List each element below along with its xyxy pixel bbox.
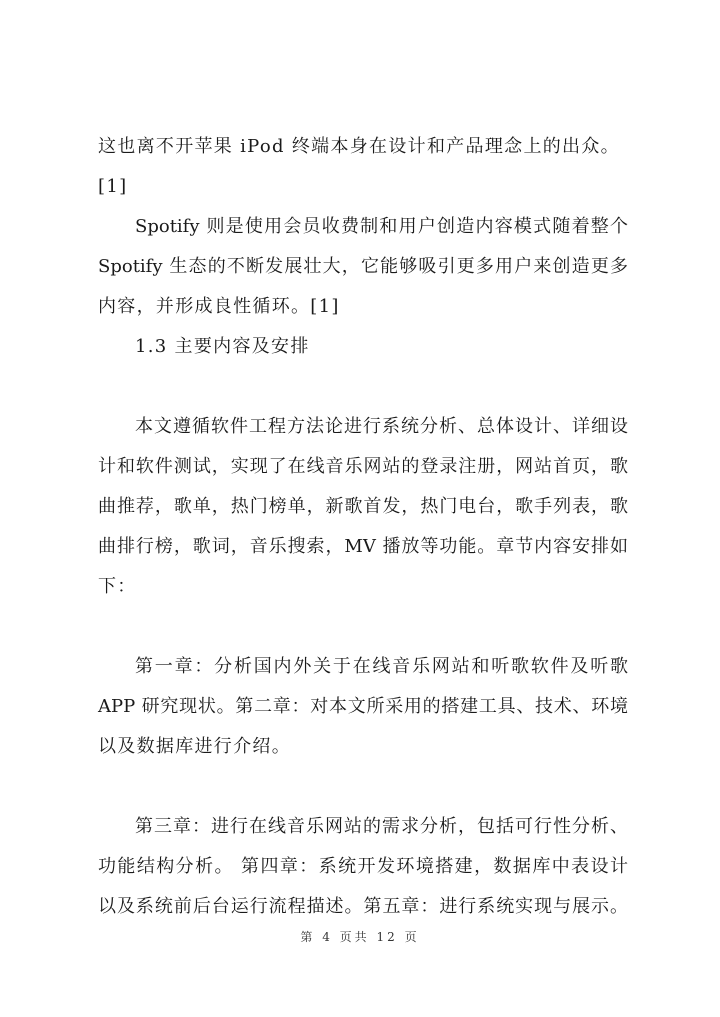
paragraph-line: 这也离不开苹果 iPod 终端本身在设计和产品理念上的出众。: [98, 136, 620, 157]
paragraph-line: 下：: [98, 576, 137, 597]
paragraph-line: 以及系统前后台运行流程描述。第五章：进行系统实现与展示。: [98, 896, 628, 917]
paragraph-line: Spotify 生态的不断发展壮大，它能够吸引更多用户来创造更多: [98, 256, 628, 277]
paragraph-line: 第一章：分析国内外关于在线音乐网站和听歌软件及听歌: [135, 656, 628, 677]
paragraph-line: 内容，并形成良性循环。[1]: [98, 296, 340, 317]
paragraph-line: 本文遵循软件工程方法论进行系统分析、总体设计、详细设: [135, 416, 628, 437]
paragraph-line: Spotify 则是使用会员收费制和用户创造内容模式随着整个: [135, 216, 628, 237]
paragraph-line: 第三章：进行在线音乐网站的需求分析，包括可行性分析、: [135, 816, 628, 837]
section-heading: 1.3 主要内容及安排: [135, 336, 310, 357]
paragraph-line: 以及数据库进行介绍。: [98, 736, 291, 757]
paragraph-line: 功能结构分析。 第四章：系统开发环境搭建，数据库中表设计: [98, 856, 628, 877]
paragraph-line: 曲排行榜，歌词，音乐搜索，MV 播放等功能。章节内容安排如: [98, 536, 628, 557]
paragraph-line: 曲推荐，歌单，热门榜单，新歌首发，热门电台，歌手列表，歌: [98, 496, 628, 517]
page-number-footer: 第 4 页共 12 页: [300, 930, 420, 944]
paragraph-line: 计和软件测试，实现了在线音乐网站的登录注册，网站首页，歌: [98, 456, 628, 477]
citation-line: [1]: [98, 176, 128, 197]
paragraph-line: APP 研究现状。第二章：对本文所采用的搭建工具、技术、环境: [98, 696, 628, 717]
